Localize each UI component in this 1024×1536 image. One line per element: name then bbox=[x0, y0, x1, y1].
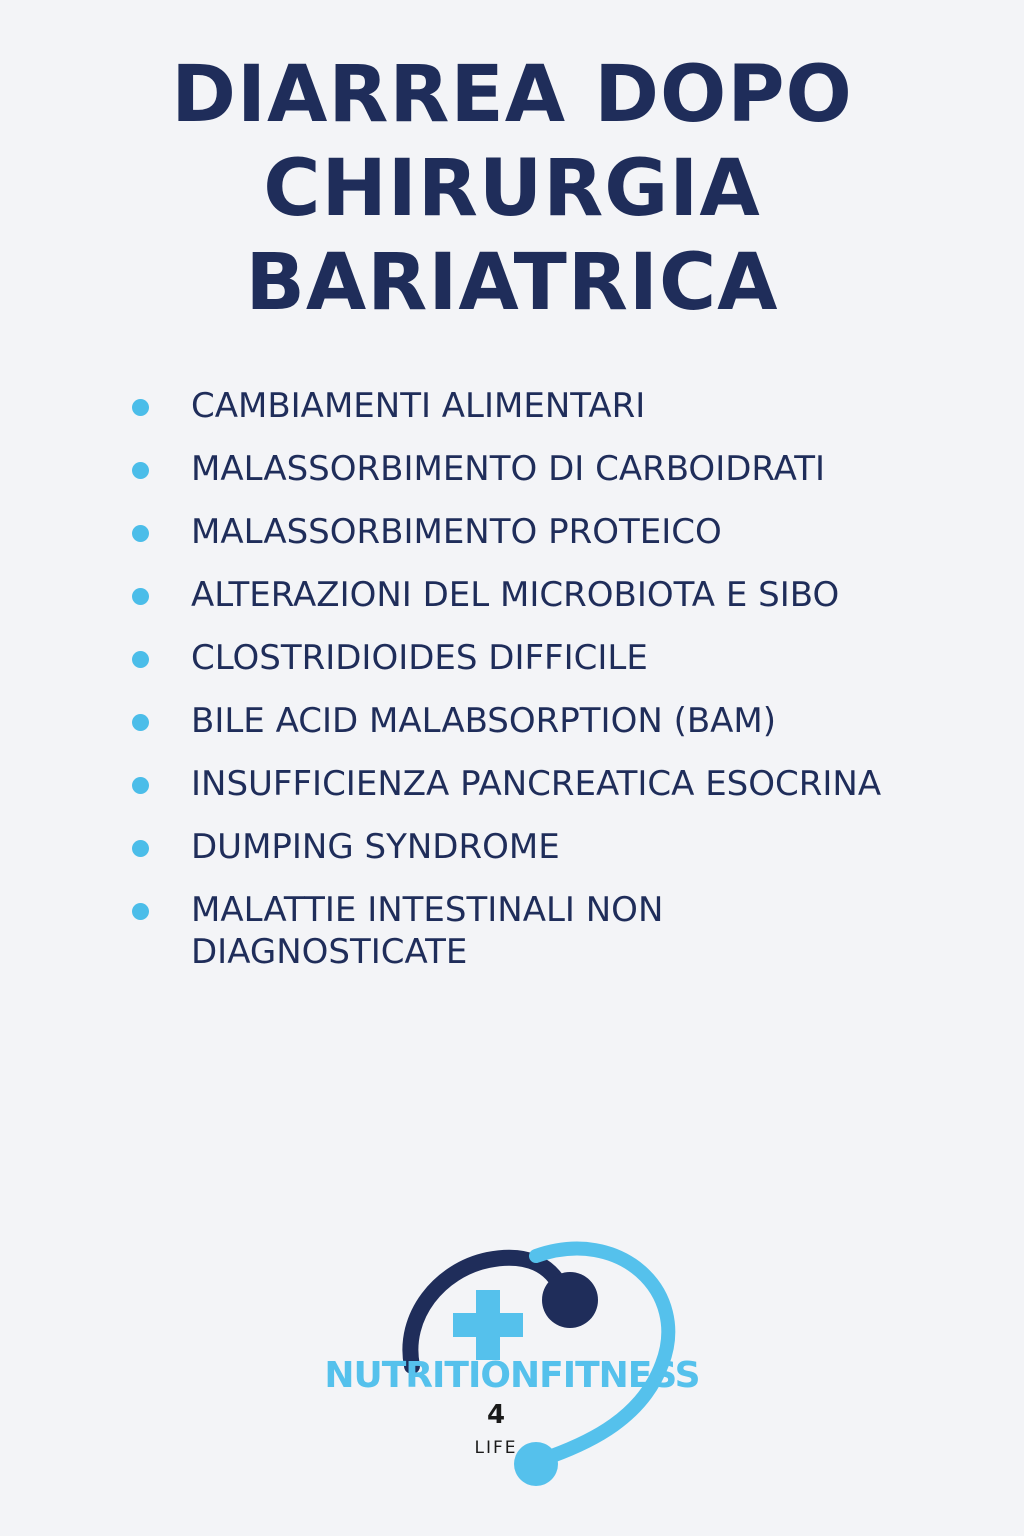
bullet-icon bbox=[132, 651, 149, 668]
bullet-icon bbox=[132, 525, 149, 542]
list-item-label: MALASSORBIMENTO DI CARBOIDRATI bbox=[191, 449, 826, 489]
causes-list bbox=[0, 385, 1024, 994]
list-item-pancreatic-insufficiency bbox=[0, 763, 1024, 805]
bullet-icon bbox=[132, 588, 149, 605]
list-item-clostridioides bbox=[0, 637, 1024, 679]
list-item-label: BILE ACID MALABSORPTION (BAM) bbox=[191, 701, 777, 741]
list-item-label: CAMBIAMENTI ALIMENTARI bbox=[191, 386, 646, 426]
bullet-icon bbox=[132, 903, 149, 920]
list-item-dietary-changes bbox=[0, 385, 1024, 427]
list-item-label: ALTERAZIONI DEL MICROBIOTA E SIBO bbox=[191, 575, 840, 615]
bullet-icon bbox=[132, 777, 149, 794]
bullet-icon bbox=[132, 399, 149, 416]
list-item-bile-acid bbox=[0, 700, 1024, 742]
list-item-carbohydrate-malabsorption bbox=[0, 448, 1024, 490]
bullet-icon bbox=[132, 840, 149, 857]
list-item-undiagnosed-diseases bbox=[0, 889, 1024, 973]
list-item-protein-malabsorption bbox=[0, 511, 1024, 553]
list-item-label: DUMPING SYNDROME bbox=[191, 827, 560, 867]
brand-logo bbox=[290, 1232, 734, 1502]
list-item-label: MALASSORBIMENTO PROTEICO bbox=[191, 512, 722, 552]
list-item-dumping-syndrome bbox=[0, 826, 1024, 868]
bullet-icon bbox=[132, 462, 149, 479]
list-item-label: INSUFFICIENZA PANCREATICA ESOCRINA bbox=[191, 764, 882, 804]
page-title bbox=[0, 48, 1024, 330]
logo-brand-name: NUTRITIONFITNESS bbox=[324, 1355, 700, 1396]
title-line-3: BARIATRICA bbox=[245, 238, 779, 328]
list-item-label: MALATTIE INTESTINALI NON DIAGNOSTICATE bbox=[191, 890, 664, 972]
list-item-microbiota-sibo bbox=[0, 574, 1024, 616]
logo-number: 4 bbox=[486, 1400, 506, 1430]
bullet-icon bbox=[132, 714, 149, 731]
list-item-label: CLOSTRIDIOIDES DIFFICILE bbox=[191, 638, 648, 678]
title-line-2: CHIRURGIA bbox=[263, 144, 761, 234]
title-line-1: DIARREA DOPO bbox=[171, 50, 853, 140]
logo-tagline: LIFE bbox=[474, 1438, 518, 1458]
